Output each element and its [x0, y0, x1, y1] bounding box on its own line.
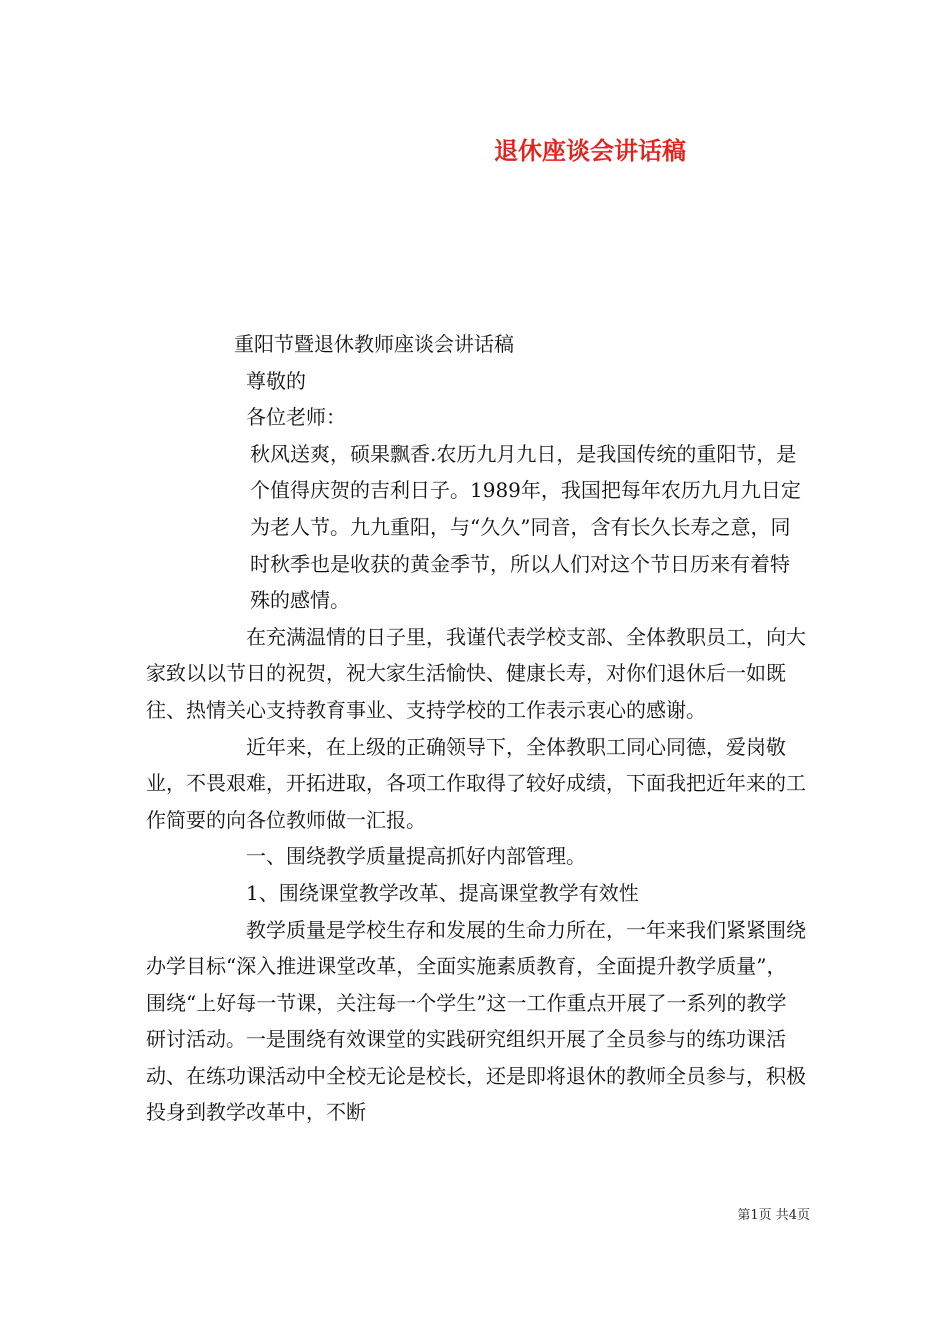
page-number: 第1页 共4页	[737, 1208, 810, 1223]
section-heading: 一、围绕教学质量提高抓好内部管理。	[246, 844, 586, 869]
paragraph: 近年来，在上级的正确领导下，全体教职工同心同德，爱岗敬业，不畏艰难，开拓进取，各项工作取得了较好成绩，下面我把近年来的工作简要的向各位教师做一汇报。	[146, 734, 806, 832]
salutation-line-2: 各位老师：	[246, 405, 346, 430]
paragraph: 在充满温情的日子里，我谨代表学校支部、全体教职员工，向大家致以以节日的祝贺，祝大家生活愉快、健康长寿，对你们退休后一如既往、热情关心支持教育事业、支持学校的工作表示衷心的感谢。	[146, 624, 806, 722]
document-subtitle: 重阳节暨退休教师座谈会讲话稿	[234, 332, 514, 356]
salutation-line-1: 尊敬的	[246, 368, 306, 393]
paragraph: 教学质量是学校生存和发展的生命力所在，一年来我们紧紧围绕办学目标“深入推进课堂改革，全面实施素质教育，全面提升教学质量”，围绕“上好每一节课，关注每一个学生”这一工作重点开展了一系列的教学研讨活动。一是围绕有效课堂的实践研究组织开展了全员参与的练功课活动、在练功课活动中全校无论是校长，还是即将退休的教师全员参与，积极投身到教学改革中，不断	[146, 917, 806, 1125]
subsection-heading: 1、围绕课堂教学改革、提高课堂教学有效性	[246, 880, 639, 905]
page-title: 退休座谈会讲话稿	[494, 136, 686, 165]
paragraph: 秋风送爽，硕果飘香.农历九月九日，是我国传统的重阳节，是个值得庆贺的吉利日子。1989年，我国把每年农历九月九日定为老人节。九九重阳，与“久久”同音，含有长久长寿之意，同时秋季也是收获的黄金季节，所以人们对这个节日历来有着特殊的感情。	[250, 441, 801, 613]
document-body	[146, 326, 806, 1131]
